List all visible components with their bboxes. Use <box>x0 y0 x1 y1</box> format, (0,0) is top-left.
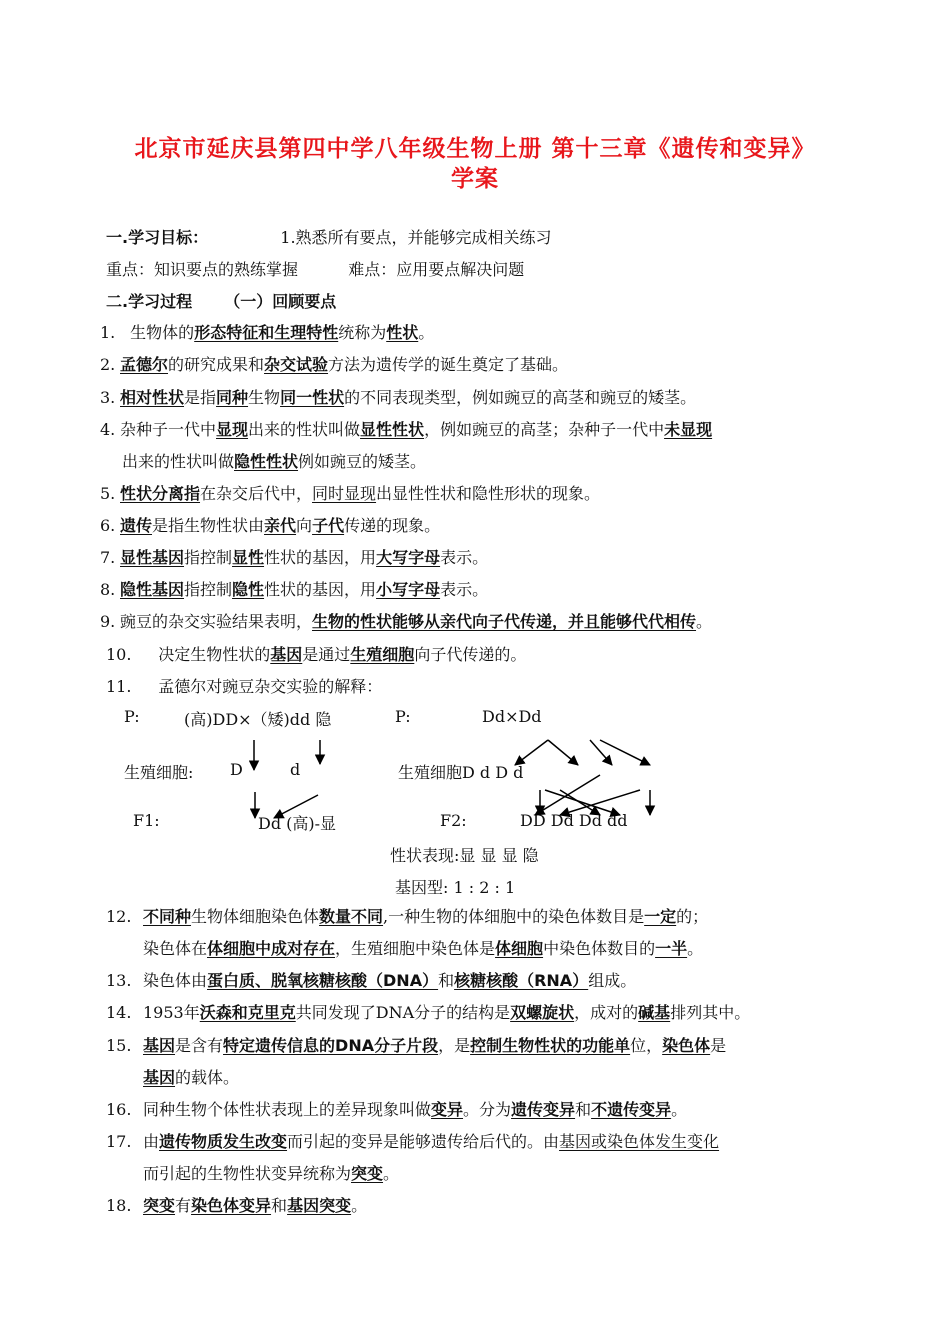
text-segment: 。 <box>351 1196 368 1215</box>
emphasized-term: 亲代 <box>264 516 297 535</box>
item-number: 5. <box>100 484 116 503</box>
process-sub: （一）回顾要点 <box>224 292 337 311</box>
text-segment: 。 <box>418 323 435 342</box>
text-segment: 。 <box>687 939 704 958</box>
text-segment: 性状的基因，用 <box>264 548 377 567</box>
item-number: 3. <box>100 388 116 407</box>
item-number: 14. <box>106 1003 132 1022</box>
text-segment: 豌豆的杂交实验结果表明， <box>120 612 313 631</box>
text-segment: 同种生物个体性状表现上的差异现象叫做 <box>143 1100 432 1119</box>
item-number: 10. <box>106 645 132 664</box>
text-segment: 是指 <box>184 388 217 407</box>
emphasized-term: 核糖核酸（RNA） <box>454 971 589 990</box>
cross-f1-text: Dd (高)-显 <box>258 814 337 833</box>
emphasized-term: 沃森和克里克 <box>199 1003 296 1022</box>
emphasized-term: 相对性状 <box>120 388 185 407</box>
item-number: 13. <box>106 971 132 990</box>
emphasized-term: 性状 <box>386 323 419 342</box>
text-segment: 的； <box>676 907 709 926</box>
item-number: 2. <box>100 355 116 374</box>
text-segment: 位， <box>630 1036 663 1055</box>
cross-f2-text: DD Dd Dd dd <box>520 811 628 830</box>
text-segment: 中染色体数目的 <box>543 939 656 958</box>
goals-label: 一.学习目标： <box>106 228 209 247</box>
item-number: 18. <box>106 1196 132 1215</box>
emphasized-term: 遗传变异 <box>511 1100 576 1119</box>
emphasized-term: 一定 <box>644 907 677 926</box>
emphasized-term: 不遗传变异 <box>591 1100 672 1119</box>
text-segment: 而引起的变异是能够遗传给后代的。由 <box>287 1132 560 1151</box>
emphasized-term: 基因突变 <box>287 1196 352 1215</box>
text-segment: 的研究成果和 <box>168 355 265 374</box>
emphasized-term: 隐性基因 <box>120 580 185 599</box>
emphasized-term: 基因 <box>270 645 303 664</box>
text-segment: ，例如豌豆的高茎；杂种子一代中 <box>424 420 665 439</box>
emphasized-term: 数量不同 <box>319 907 384 926</box>
text-segment: 是通过 <box>302 645 351 664</box>
text-segment: 而引起的生物性状变异统称为 <box>143 1164 352 1183</box>
emphasized-term: 不同种 <box>143 907 192 926</box>
text-segment: 向子代传递的。 <box>414 645 527 664</box>
emphasized-term: 形态特征和生理特性 <box>194 323 339 342</box>
emphasized-term: 隐性性状 <box>234 452 299 471</box>
emphasized-term: 染色体变异 <box>191 1196 272 1215</box>
emphasized-term: 杂交试验 <box>264 355 329 374</box>
cross-p2-label: P: <box>395 707 411 726</box>
text-segment: 和 <box>271 1196 288 1215</box>
emphasized-term: 性状分离指 <box>120 484 201 503</box>
emphasized-term: 显性性状 <box>360 420 425 439</box>
cross-p2-text: Dd×Dd <box>482 707 542 726</box>
text-segment: 有 <box>175 1196 192 1215</box>
item-number: 1. <box>100 323 116 342</box>
item-number: 16. <box>106 1100 132 1119</box>
item-number: 4. <box>100 420 116 439</box>
process-label: 二.学习过程 <box>106 292 193 311</box>
text-segment: 生物体细胞染色体 <box>191 907 320 926</box>
text-segment: 。 <box>696 612 713 631</box>
emphasized-term: 孟德尔 <box>120 355 169 374</box>
arrow <box>515 740 548 765</box>
text-segment: 杂种子一代中 <box>120 420 217 439</box>
text-segment: 生物 <box>248 388 281 407</box>
text-segment: 性状的基因，用 <box>264 580 377 599</box>
emphasized-term: 隐性 <box>232 580 265 599</box>
emphasized-term: 特定遗传信息的DNA分子片段 <box>223 1036 439 1055</box>
text-segment: 在杂交后代中， <box>200 484 313 503</box>
text-segment: 方法为遗传学的诞生奠定了基础。 <box>328 355 569 374</box>
item-number: 17. <box>106 1132 132 1151</box>
emphasized-term: 突变 <box>351 1164 384 1183</box>
text-segment: ，是 <box>438 1036 471 1055</box>
arrow <box>548 740 578 765</box>
text-segment: 生物体的 <box>120 323 195 342</box>
text-segment: 染色体在 <box>143 939 208 958</box>
text-segment: 出来的性状叫做 <box>122 452 235 471</box>
text-segment: ，生殖细胞中染色体是 <box>335 939 496 958</box>
item-number: 9. <box>100 612 116 631</box>
text-segment: 指控制 <box>184 580 233 599</box>
text-segment: 指控制 <box>184 548 233 567</box>
emphasized-term: 遗传物质发生改变 <box>159 1132 288 1151</box>
text-segment: 孟德尔对豌豆杂交实验的解释： <box>143 677 383 696</box>
emphasized-term: 生物的性状能够从亲代向子代传递，并且能够代代相传 <box>312 612 697 631</box>
cross-gamete1-b: d <box>290 760 301 779</box>
difficulty-text: 难点：应用要点解决问题 <box>348 260 525 279</box>
emphasized-term: 基因或染色体发生变化 <box>559 1132 720 1151</box>
cross-p1-text: (高)DD×（矮)dd 隐 <box>184 710 332 729</box>
text-segment: 。分为 <box>463 1100 512 1119</box>
emphasized-term: 基因 <box>143 1068 176 1087</box>
text-segment: 排列其中。 <box>670 1003 751 1022</box>
cross-gamete1-label: 生殖细胞: <box>124 763 194 782</box>
text-segment: 和 <box>438 971 455 990</box>
text-segment: 由 <box>143 1132 160 1151</box>
item-number: 12. <box>106 907 132 926</box>
emphasized-term: 同时显现 <box>312 484 377 503</box>
text-segment: 例如豌豆的矮茎。 <box>298 452 427 471</box>
item-number: 7. <box>100 548 116 567</box>
text-segment: ,一种生物的体细胞中的染色体数目是 <box>383 907 645 926</box>
emphasized-term: 生殖细胞 <box>350 645 415 664</box>
text-segment: 的载体。 <box>175 1068 240 1087</box>
emphasized-term: 突变 <box>143 1196 176 1215</box>
focus-text: 重点：知识要点的熟练掌握 <box>106 260 299 279</box>
arrow <box>560 790 600 815</box>
emphasized-term: 显现 <box>216 420 249 439</box>
text-segment: 。 <box>383 1164 400 1183</box>
text-segment: 是含有 <box>175 1036 224 1055</box>
text-segment: 。 <box>671 1100 688 1119</box>
text-segment: 是 <box>710 1036 727 1055</box>
text-segment: ，成对的 <box>574 1003 639 1022</box>
emphasized-term: 体细胞中成对存在 <box>207 939 336 958</box>
item-number: 11. <box>106 677 132 696</box>
text-segment: 出来的性状叫做 <box>248 420 361 439</box>
text-segment: 和 <box>575 1100 592 1119</box>
text-segment: 表示。 <box>440 548 489 567</box>
emphasized-term: 蛋白质、脱氧核糖核酸（DNA） <box>207 971 439 990</box>
emphasized-term: 大写字母 <box>376 548 441 567</box>
emphasized-term: 控制生物性状的功能单 <box>470 1036 631 1055</box>
emphasized-term: 双螺旋状 <box>510 1003 575 1022</box>
emphasized-term: 变异 <box>431 1100 464 1119</box>
emphasized-term: 同种 <box>216 388 249 407</box>
item-number: 6. <box>100 516 116 535</box>
emphasized-term: 体细胞 <box>495 939 544 958</box>
emphasized-term: 同一性状 <box>280 388 345 407</box>
text-segment: 表示。 <box>440 580 489 599</box>
text-segment: 1953年 <box>143 1003 200 1022</box>
emphasized-term: 碱基 <box>638 1003 671 1022</box>
emphasized-term: 子代 <box>312 516 345 535</box>
emphasized-term: 一半 <box>655 939 688 958</box>
cross-f2-label: F2: <box>440 811 467 830</box>
cross-phenotype: 性状表现:显 显 显 隐 <box>390 846 539 865</box>
emphasized-term: 基因 <box>143 1036 176 1055</box>
emphasized-term: 显性基因 <box>120 548 185 567</box>
page-title-line1: 北京市延庆县第四中学八年级生物上册 第十三章《遗传和变异》 <box>134 136 816 162</box>
item-number: 15. <box>106 1036 132 1055</box>
goals-text: 1.熟悉所有要点，并能够完成相关练习 <box>280 228 552 247</box>
page-title-line2: 学案 <box>451 166 499 192</box>
cross-gamete1-a: D <box>230 760 243 779</box>
emphasized-term: 未显现 <box>664 420 713 439</box>
arrow <box>274 795 318 818</box>
emphasized-term: 染色体 <box>662 1036 711 1055</box>
arrow <box>600 740 650 765</box>
text-segment: 染色体由 <box>143 971 208 990</box>
text-segment: 的不同表现类型，例如豌豆的高茎和豌豆的矮茎。 <box>344 388 697 407</box>
text-segment: 是指生物性状由 <box>152 516 265 535</box>
text-segment: 决定生物性状的 <box>143 645 271 664</box>
emphasized-term: 显性 <box>232 548 265 567</box>
cross-f1-label: F1: <box>133 811 160 830</box>
cross-gamete2: 生殖细胞D d D d <box>398 763 524 782</box>
item-number: 8. <box>100 580 116 599</box>
cross-genotype: 基因型: 1 : 2 : 1 <box>395 878 516 897</box>
emphasized-term: 小写字母 <box>376 580 441 599</box>
text-segment: 传递的现象。 <box>344 516 441 535</box>
cross-p1-label: P: <box>124 707 140 726</box>
text-segment: 组成。 <box>588 971 637 990</box>
arrow <box>560 790 640 815</box>
text-segment: 出显性性状和隐性形状的现象。 <box>376 484 601 503</box>
text-segment: 共同发现了DNA分子的结构是 <box>295 1003 511 1022</box>
text-segment: 向 <box>296 516 313 535</box>
emphasized-term: 遗传 <box>120 516 153 535</box>
text-segment: 统称为 <box>338 323 387 342</box>
